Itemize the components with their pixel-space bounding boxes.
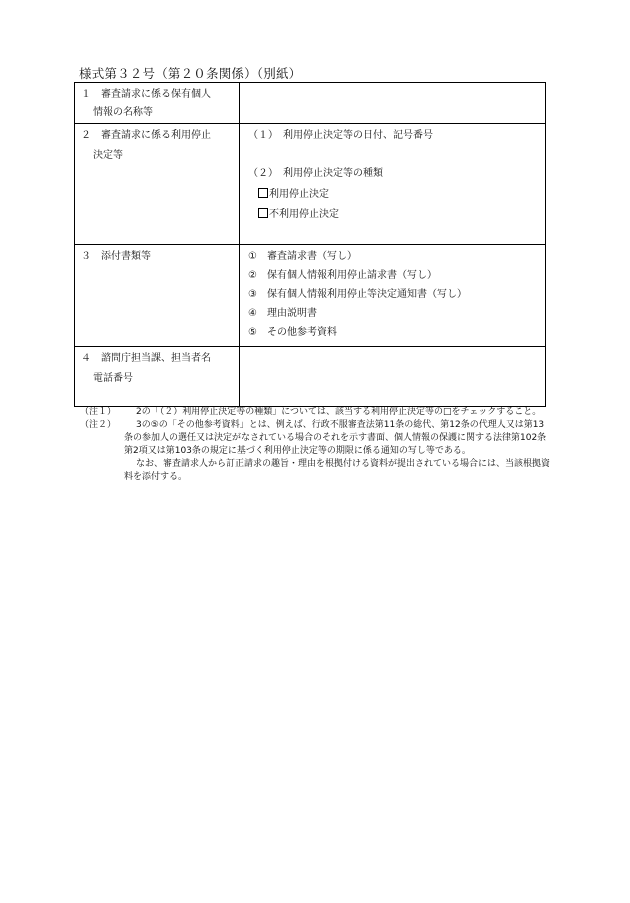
row1-label-line2: 情報の名称等 — [93, 107, 153, 118]
attachment-item: ③ 保有個人情報利用停止等決定通知書（写し） — [248, 289, 467, 300]
row2-label-line1: ２ 審査請求に係る利用停止 — [81, 130, 211, 141]
row1-value-cell[interactable] — [240, 83, 546, 124]
row3-value-cell — [240, 245, 546, 347]
row4-label-line1: ４ 諮問庁担当課、担当者名 — [81, 353, 211, 364]
table-row — [75, 124, 546, 245]
row2-label-cell — [75, 124, 240, 245]
option-non-suspension-label: 不利用停止決定 — [269, 209, 339, 220]
table-row — [75, 83, 546, 124]
row4-label-cell — [75, 347, 240, 407]
row1-label-line1: １ 審査請求に係る保有個人 — [81, 89, 211, 100]
note-1-mark: （注１） — [80, 407, 117, 417]
attachment-item: ⑤ その他参考資料 — [248, 327, 337, 338]
table-row — [75, 347, 546, 407]
note-2 — [80, 419, 550, 484]
option-non-suspension-decision[interactable] — [258, 208, 339, 221]
attachment-item: ④ 理由説明書 — [248, 308, 317, 319]
note-2-text-continued: なお、審査請求人から訂正請求の趣旨・理由を根拠付ける資料が提出されている場合には、当該根拠資料を添付する。 — [124, 459, 551, 482]
note-2-text: 3の⑤の「その他参考資料」とは、例えば、行政不服審査法第11条の総代、第12条の代理人又は第13条の参加人の選任又は決定がなされている場合のそれを示す書面、個人情報の保護に関する法律第102条第2項又は第103条の規定に基づく利用停止決定等の期限に係る通知の写し等である。 — [124, 420, 547, 456]
notes-section — [80, 406, 550, 484]
row2-value-cell — [240, 124, 546, 245]
attachment-item: ① 審査請求書（写し） — [248, 251, 357, 262]
row3-label-cell — [75, 245, 240, 347]
form-title: 様式第３２号（第２０条関係）（別紙） — [79, 66, 302, 81]
checkbox-icon[interactable] — [258, 188, 268, 198]
attachment-item: ② 保有個人情報利用停止請求書（写し） — [248, 270, 437, 281]
note-1 — [80, 406, 550, 419]
note-2-mark: （注２） — [80, 420, 117, 430]
row4-value-cell[interactable] — [240, 347, 546, 407]
option-suspension-label: 利用停止決定 — [269, 189, 329, 200]
table-row — [75, 245, 546, 347]
note-1-text: 2の「（２）利用停止決定等の種類」については、該当する利用停止決定等の□をチェックすること。 — [136, 407, 542, 417]
decision-date-number-label: （１） 利用停止決定等の日付、記号番号 — [248, 130, 433, 141]
row3-label-line1: ３ 添付書類等 — [81, 251, 151, 262]
checkbox-icon[interactable] — [258, 208, 268, 218]
row1-label-cell — [75, 83, 240, 124]
row4-label-line2: 電話番号 — [93, 373, 133, 384]
request-form-table — [74, 82, 546, 407]
decision-type-label: （２） 利用停止決定等の種類 — [248, 168, 383, 179]
option-suspension-decision[interactable] — [258, 188, 329, 201]
row2-label-line2: 決定等 — [93, 150, 123, 161]
